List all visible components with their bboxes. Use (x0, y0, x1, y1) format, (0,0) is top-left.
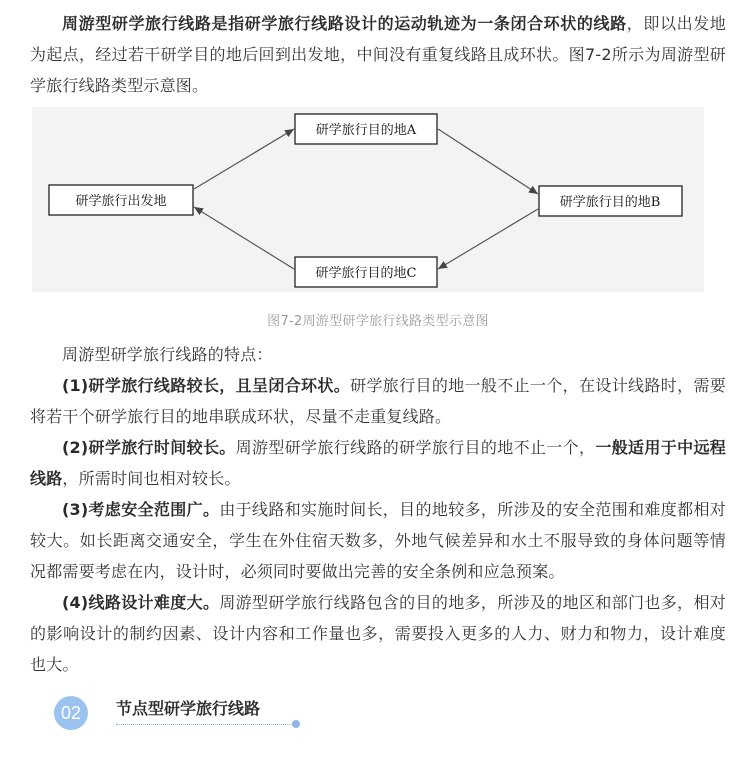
box-dest-a-label: 研学旅行目的地A (315, 123, 417, 138)
feature-4-title: (4)线路设计难度大。 (62, 593, 220, 612)
arrow-a-to-b (438, 129, 538, 194)
feature-1 (30, 370, 726, 432)
section-number-badge: 02 (54, 696, 88, 730)
section-title: 节点型研学旅行线路 (116, 699, 261, 718)
figure-caption: 图7-2周游型研学旅行线路类型示意图 (267, 314, 489, 329)
box-dest-b-label: 研学旅行目的地B (559, 195, 661, 210)
intro-text: ，即以出发地为起点，经过若干研学目的地后回到出发地，中间没有重复线路且成环状。图7-2所示为周游型研学旅行线路类型示意图。 (30, 14, 726, 95)
feature-4 (30, 587, 726, 680)
box-start-label: 研学旅行出发地 (75, 194, 167, 209)
feature-2-text: 周游型研学旅行线路的研学旅行目的地不止一个， (235, 438, 596, 457)
feature-1-text: 研学旅行目的地一般不止一个，在设计线路时，需要将若干个研学旅行目的地串联成环状，尽量不走重复线路。 (30, 376, 726, 426)
section-header (30, 690, 726, 740)
feature-2-emphasis: 一般适用于中远程线路 (30, 438, 726, 488)
section-underline-dot (292, 720, 300, 728)
route-diagram-svg (32, 107, 704, 292)
arrow-start-to-a (194, 129, 294, 189)
section-underline (116, 724, 296, 725)
feature-2-title: (2)研学旅行时间较长。 (62, 438, 236, 457)
feature-2 (30, 432, 726, 494)
feature-2-text-end: ，所需时间也相对较长。 (62, 469, 241, 488)
feature-4-text: 周游型研学旅行线路包含的目的地多，所涉及的地区和部门也多，相对的影响设计的制约因素、设计内容和工作量也多，需要投入更多的人力、财力和物力，设计难度也大。 (30, 593, 726, 674)
arrow-c-to-start (194, 207, 294, 269)
intro-paragraph (30, 8, 726, 101)
intro-definition: 周游型研学旅行线路是指研学旅行线路设计的运动轨迹为一条闭合环状的线路 (62, 14, 627, 33)
feature-3 (30, 494, 726, 587)
feature-3-title: (3)考虑安全范围广。 (62, 500, 220, 519)
route-diagram (32, 107, 704, 292)
arrow-b-to-c (438, 209, 538, 269)
box-dest-c-label: 研学旅行目的地C (315, 266, 417, 281)
feature-3-text: 由于线路和实施时间长，目的地较多，所涉及的安全范围和难度都相对较大。如长距离交通安全，学生在外住宿天数多，外地气候差异和水土不服导致的身体问题等情况都需要考虑在内，设计时，必须同时要做出完善的安全条例和应急预案。 (30, 500, 726, 581)
feature-1-title: (1)研学旅行线路较长，且呈闭合环状。 (62, 376, 351, 395)
features-intro: 周游型研学旅行线路的特点： (62, 345, 273, 364)
